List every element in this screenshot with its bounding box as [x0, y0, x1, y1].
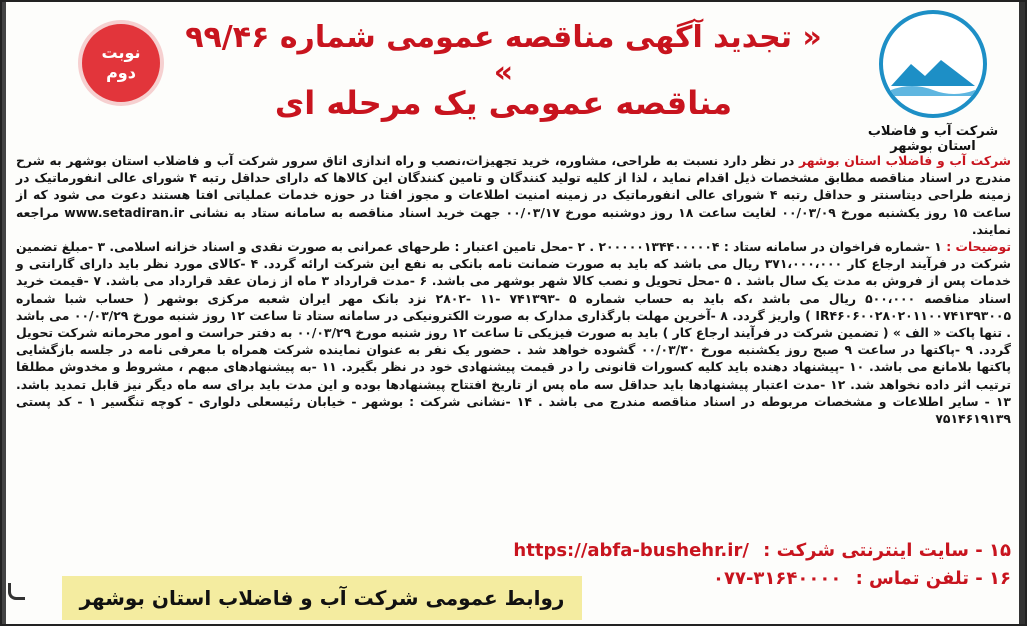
badge-line-2: دوم — [106, 63, 136, 82]
website-link[interactable]: https://abfa-bushehr.ir/ — [513, 540, 749, 561]
org-name: شرکت آب و فاضلاب استان بوشهر — [867, 124, 999, 154]
notes-label: توضیحات : — [946, 239, 1011, 255]
tender-subtitle: مناقصه عمومی یک مرحله ای — [274, 84, 733, 122]
intro-text: در نظر دارد نسبت به طراحی، مشاوره، خرید تجهیزات،نصب و راه اندازی اتاق سرور شرکت آب و فاضلاب استان بوشهر به شرح مندرج در اسناد مناقصه مطابق مشخصات ذیل اقدام نماید ، لذا از کلیه تولید کنندگان و تامین کنندگان این کالاها که دارای حداقل رتبه ۴ شورای عالی انفورماتیک در زمینه طراحی دیتاسنتر و حداقل رتبه ۴ شورای عالی انفورماتیک در زمینه امنیت اطلاعات و مجوز افتا در حوزه خدمات عملیاتی افتا هستند دعوت می شود که از ساعت ۱۵ روز یکشنبه مورخ ۰۰/۰۳/۰۹ لغایت ساعت ۱۸ روز دوشنبه مورخ ۰۰/۰۳/۱۷ جهت خرید اسناد مناقصه به سامانه ستاد به نشانی www.setadiran.ir مراجعه نمایند. — [16, 153, 1011, 237]
footer-banner — [62, 576, 582, 620]
footer-text: روابط عمومی شرکت آب و فاضلاب استان بوشهر — [79, 586, 565, 610]
badge-line-1: نوبت — [101, 43, 141, 62]
website-row — [322, 537, 1011, 565]
water-company-logo-icon — [879, 10, 987, 118]
phone-label: ۱۶ - تلفن تماس : — [855, 568, 1011, 589]
header — [2, 2, 1025, 154]
org-logo-block — [853, 10, 1013, 154]
tender-title: « تجدید آگهی مناقصه عمومی شماره ۹۹/۴۶ » — [185, 20, 822, 90]
corner-curl-icon — [8, 583, 25, 600]
tender-body — [16, 152, 1011, 427]
website-label: ۱۵ - سایت اینترنتی شرکت : — [763, 540, 1011, 561]
notes-text: ۱ -شماره فراخوان در سامانه ستاد : ۲۰۰۰۰۰۱۳۴۴۰۰۰۰۰۴ . ۲ -محل تامین اعتبار : طرحهای عمرانی به صورت نقدی و اسناد خزانه اسلامی. ۳ -مبلغ تضمین شرکت در فرآیند ارجاع کار ۳۷۱،۰۰۰،۰۰۰ ریال می باشد که باید به صورت ضمانت نامه بانکی به نفع این شرکت ارائه گردد. ۴ -کالای مورد نظر باید دارای گارانتی و خدمات پس از فروش به مدت یک سال باشد . ۵ -محل تحویل و نصب کالا شهر بوشهر می باشد. ۶ -مدت قرارداد ۳ ماه از زمان عقد قرارداد می باشد. ۷ -قیمت خرید اسناد مناقصه ۵۰۰،۰۰۰ ریال می باشد ،که باید به حساب شماره ۵ -۷۴۱۳۹۳ -۱۱ -۲۸۰۲ نزد بانک مهر ایران شعبه مرکزی بوشهر ( حساب شبا شماره IR۴۶۰۶۰۰۲۸۰۲۰۱۱۰۰۷۴۱۳۹۳۰۰۵ ) واریز گردد. ۸ -آخرین مهلت بارگذاری مدارک به صورت الکترونیکی در سامانه ستاد تا ساعت ۱۲ روز شنبه مورخ ۰۰/۰۳/۲۹ می باشد . تنها پاکت « الف » ( تضمین شرکت در فرآیند ارجاع کار ) باید به صورت فیزیکی تا ساعت ۱۲ روز شنبه مورخ ۰۰/۰۳/۲۹ به دفتر حراست و امور محرمانه شرکت تحویل گردد. ۹ -پاکتها در ساعت ۹ صبح روز یکشنبه مورخ ۰۰/۰۳/۳۰ گشوده خواهد شد . حضور یک نفر به عنوان نماینده شرکت همراه با معرفی نامه در جلسه بازگشایی پاکتها بلامانع می باشد. ۱۰ -پیشنهاد دهنده باید کلیه کسورات قانونی را در قیمت پیشنهادی خود در نظر بگیرد. ۱۱ -به پیشنهادهای مبهم ، مشروط و مخدوش مطلقا ترتیب اثر داده نخواهد شد. ۱۲ -مدت اعتبار پیشنهادها باید حداقل سه ماه پس از تاریخ افتتاح پیشنهادها بوده و این مدت باید برای سه ماه دیگر نیز قابل تمدید باشد. ۱۳ - سایر اطلاعات و مشخصات مربوطه در اسناد مناقصه مندرج می باشد . ۱۴ -نشانی شرکت : بوشهر - خیابان رئیسعلی دلواری - کوچه تنگسیر ۱ - کد پستی ۷۵۱۴۶۱۹۱۳۹ — [15, 239, 1012, 427]
logo-mountain-wave-icon — [891, 56, 975, 96]
intro-highlight: شرکت آب و فاضلاب استان بوشهر — [799, 153, 1011, 168]
phone-number: ۰۷۷-۳۱۶۴۰۰۰۰ — [712, 568, 842, 589]
round-badge — [82, 24, 160, 102]
